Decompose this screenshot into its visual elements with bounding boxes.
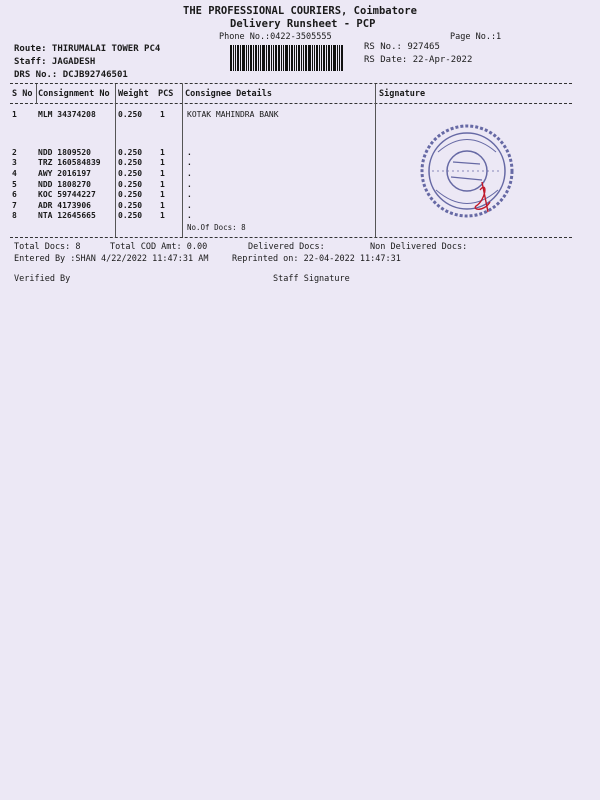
barcode-bar xyxy=(291,45,293,71)
barcode-bar xyxy=(314,45,315,71)
table-row-consignee: KOTAK MAHINDRA BANK xyxy=(187,110,279,119)
table-row-pcs: 1 xyxy=(160,158,165,167)
barcode-bar xyxy=(262,45,265,71)
table-row-consignee: . xyxy=(187,180,192,189)
barcode-bar xyxy=(233,45,234,71)
table-row-pcs: 1 xyxy=(160,201,165,210)
entered-by: Entered By :SHAN 4/22/2022 11:47:31 AM xyxy=(14,254,209,264)
barcode-bar xyxy=(316,45,318,71)
table-row-weight: 0.250 xyxy=(118,190,143,199)
table-row-consignment: ADR 4173906 xyxy=(38,201,91,210)
table-row-consignment: TRZ 160584839 xyxy=(38,158,101,167)
table-row-weight: 0.250 xyxy=(118,180,143,189)
staff-signature: Staff Signature xyxy=(273,274,350,284)
barcode-bar xyxy=(328,45,330,71)
table-row-consignment: AWY 2016197 xyxy=(38,169,91,178)
barcode-bar xyxy=(260,45,261,71)
table-row-pcs: 1 xyxy=(160,169,165,178)
table-row-consignee: . xyxy=(187,201,192,210)
barcode-bar xyxy=(333,45,336,71)
table-row-consignee: . xyxy=(187,190,192,199)
delivered-docs: Delivered Docs: xyxy=(248,242,325,252)
table-row-consignment: NDD 1808270 xyxy=(38,180,91,189)
table-header-rule xyxy=(10,103,572,104)
barcode-bar xyxy=(301,45,302,71)
barcode-bar xyxy=(255,45,257,71)
table-row-pcs: 1 xyxy=(160,180,165,189)
col-header-sno: S No xyxy=(12,89,33,99)
col-divider xyxy=(115,84,116,238)
barcode-bar xyxy=(341,45,343,71)
table-row-consignee: . xyxy=(187,148,192,157)
barcode-bar xyxy=(308,45,311,71)
verified-by: Verified By xyxy=(14,274,71,284)
barcode-bar xyxy=(337,45,338,71)
table-row-sno: 4 xyxy=(12,169,17,178)
table-row-sno: 7 xyxy=(12,201,17,210)
table-row-consignment: MLM 34374208 xyxy=(38,110,96,119)
table-row-weight: 0.250 xyxy=(118,158,143,167)
barcode-bar xyxy=(281,45,282,71)
non-delivered-docs: Non Delivered Docs: xyxy=(370,242,468,252)
barcode-bar xyxy=(253,45,254,71)
barcode-bar xyxy=(331,45,332,71)
barcode-bar xyxy=(326,45,327,71)
col-header-consignee: Consignee Details xyxy=(185,89,272,99)
barcode xyxy=(230,45,348,71)
col-divider xyxy=(36,84,37,104)
staff-label: Staff: JAGADESH xyxy=(14,57,96,67)
barcode-bar xyxy=(285,45,288,71)
phone-number: Phone No.:0422-3505555 xyxy=(219,32,332,42)
barcode-bar xyxy=(283,45,284,71)
table-row-sno: 1 xyxy=(12,110,17,119)
table-row-pcs: 1 xyxy=(160,211,165,220)
barcode-bar xyxy=(240,45,241,71)
table-row-consignment: NTA 12645665 xyxy=(38,211,96,220)
barcode-bar xyxy=(278,45,280,71)
table-row-consignment: NDD 1809520 xyxy=(38,148,91,157)
table-row-consignment: KOC 59744227 xyxy=(38,190,96,199)
table-row-sno: 3 xyxy=(12,158,17,167)
table-row-sno: 5 xyxy=(12,180,17,189)
barcode-bar xyxy=(294,45,295,71)
rs-date: RS Date: 22-Apr-2022 xyxy=(364,55,473,65)
table-row-pcs: 1 xyxy=(160,190,165,199)
barcode-bar xyxy=(321,45,322,71)
page-number: Page No.:1 xyxy=(450,32,502,42)
table-row-consignee: . xyxy=(187,158,192,167)
barcode-bar xyxy=(242,45,245,71)
rs-number: RS No.: 927465 xyxy=(364,42,440,52)
route-label: Route: THIRUMALAI TOWER PC4 xyxy=(14,44,161,54)
col-header-signature: Signature xyxy=(379,89,426,99)
barcode-bar xyxy=(305,45,307,71)
barcode-bar xyxy=(271,45,272,71)
company-name: THE PROFESSIONAL COURIERS, Coimbatore xyxy=(183,5,417,17)
barcode-bar xyxy=(268,45,270,71)
table-row-weight: 0.250 xyxy=(118,169,143,178)
barcode-bar xyxy=(248,45,249,71)
col-header-consignment: Consignment No xyxy=(38,89,110,99)
col-divider xyxy=(375,84,376,238)
table-row-sno: 8 xyxy=(12,211,17,220)
col-divider xyxy=(182,84,183,238)
barcode-bar xyxy=(237,45,239,71)
table-row-weight: 0.250 xyxy=(118,110,143,119)
barcode-bar xyxy=(275,45,277,71)
table-bottom-rule xyxy=(10,237,572,238)
col-header-pcs: PCS xyxy=(158,89,174,99)
table-row-consignee: . xyxy=(187,211,192,220)
barcode-bar xyxy=(323,45,325,71)
col-header-weight: Weight xyxy=(118,89,149,99)
barcode-bar xyxy=(296,45,297,71)
table-top-rule xyxy=(10,83,572,84)
barcode-bar xyxy=(303,45,304,71)
document-title: Delivery Runsheet - PCP xyxy=(230,18,376,30)
barcode-bar xyxy=(235,45,236,71)
barcode-bar xyxy=(339,45,340,71)
table-row-consignee: . xyxy=(187,169,192,178)
table-row-weight: 0.250 xyxy=(118,148,143,157)
reprinted-on: Reprinted on: 22-04-2022 11:47:31 xyxy=(232,254,401,264)
drs-number: DRS No.: DCJB92746501 xyxy=(14,70,128,80)
barcode-bar xyxy=(266,45,267,71)
no-of-docs: No.Of Docs: 8 xyxy=(187,223,246,232)
total-cod-amount: Total COD Amt: 0.00 xyxy=(110,242,208,252)
barcode-bar xyxy=(289,45,290,71)
table-row-weight: 0.250 xyxy=(118,201,143,210)
table-row-pcs: 1 xyxy=(160,110,165,119)
table-row-pcs: 1 xyxy=(160,148,165,157)
table-row-sno: 2 xyxy=(12,148,17,157)
table-row-weight: 0.250 xyxy=(118,211,143,220)
barcode-bar xyxy=(230,45,232,71)
barcode-bar xyxy=(319,45,320,71)
barcode-bar xyxy=(273,45,274,71)
company-stamp xyxy=(418,122,516,220)
barcode-bar xyxy=(250,45,252,71)
barcode-bar xyxy=(298,45,300,71)
barcode-bar xyxy=(246,45,247,71)
barcode-bar xyxy=(258,45,259,71)
total-docs: Total Docs: 8 xyxy=(14,242,81,252)
barcode-bar xyxy=(312,45,313,71)
table-row-sno: 6 xyxy=(12,190,17,199)
